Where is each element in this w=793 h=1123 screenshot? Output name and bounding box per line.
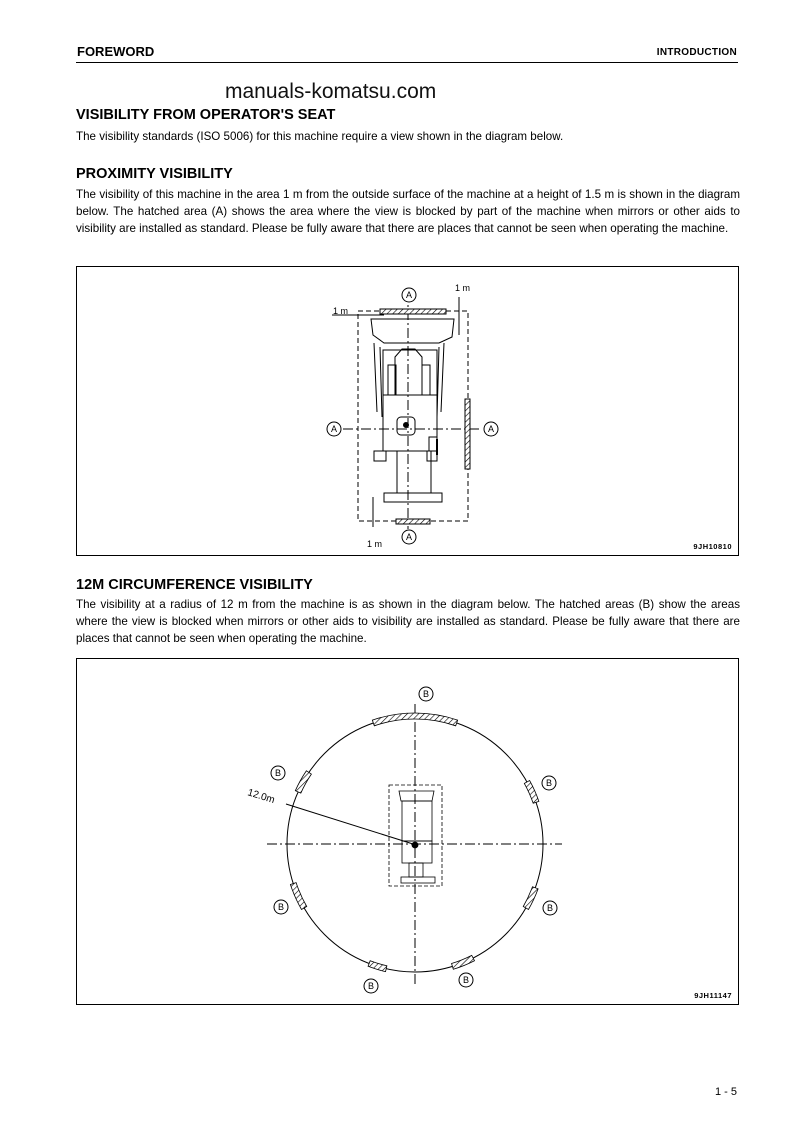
label-a: A [330, 424, 338, 434]
visibility-text: The visibility standards (ISO 5006) for this machine require a view shown in the diagram below. [76, 130, 564, 143]
label-a-right [484, 422, 498, 436]
label-b: B [545, 778, 553, 788]
circumference-text: The visibility at a radius of 12 m from the machine is as shown in the diagram below. The hatched areas (B) show the areas where the view is blocked when mirrors or other aids to visibility are installed as standard. Please be fully aware that there are places that cannot be seen when operating the machine. [76, 598, 740, 645]
radius-label: 12.0m [246, 787, 276, 806]
header-divider [76, 62, 738, 63]
figure-id: 9JH11147 [694, 991, 732, 1000]
label-b-marker [419, 687, 433, 701]
hatched-arc [290, 883, 306, 910]
hatched-area-a [380, 309, 470, 524]
label-b: B [462, 975, 470, 985]
hatched-arc [524, 780, 539, 803]
label-b: B [422, 689, 430, 699]
label-b-marker [274, 900, 288, 914]
watermark: manuals-komatsu.com [225, 80, 437, 103]
section-title-visibility: VISIBILITY FROM OPERATOR'S SEAT [76, 107, 336, 123]
proximity-text: The visibility of this machine in the area 1 m from the outside surface of the machine at a height of 1.5 m is shown in the diagram below. The hatched area (A) shows the area where the view is blocked by part of the machine when mirrors or other aids to visibility are installed as standard. Please be fully aware that there are places that cannot be seen when operating the machine. [76, 188, 740, 235]
radius-line [286, 804, 413, 844]
section-title-proximity: PROXIMITY VISIBILITY [76, 166, 233, 182]
figure-id: 9JH10810 [693, 542, 732, 551]
label-b: B [274, 768, 282, 778]
label-a: A [405, 532, 413, 542]
dimension-label: 1 m [455, 283, 471, 293]
label-a-left [327, 422, 341, 436]
label-b-marker [364, 979, 378, 993]
page-number: 1 - 5 [714, 1086, 737, 1098]
hatched-arc [368, 961, 387, 972]
proximity-diagram [76, 266, 739, 556]
label-b-marker [543, 901, 557, 915]
label-b-marker [542, 776, 556, 790]
label-b-marker [271, 766, 285, 780]
label-b-marker [459, 973, 473, 987]
header-section: FOREWORD [77, 44, 155, 59]
section-title-circumference: 12M CIRCUMFERENCE VISIBILITY [76, 577, 313, 593]
label-a-top [402, 288, 416, 302]
header-chapter: INTRODUCTION [656, 47, 737, 58]
label-a-bottom [402, 530, 416, 544]
hatched-arc [523, 887, 538, 910]
label-b: B [277, 902, 285, 912]
hatched-arc [295, 771, 311, 793]
machine-outline [371, 319, 454, 502]
dimension-label: 1 m [333, 306, 349, 316]
label-b: B [546, 903, 554, 913]
circumference-diagram [76, 658, 739, 1005]
label-b: B [367, 981, 375, 991]
label-a: A [405, 290, 413, 300]
hatched-arc [452, 955, 475, 969]
label-a: A [487, 424, 495, 434]
dimension-label: 1 m [367, 539, 383, 549]
